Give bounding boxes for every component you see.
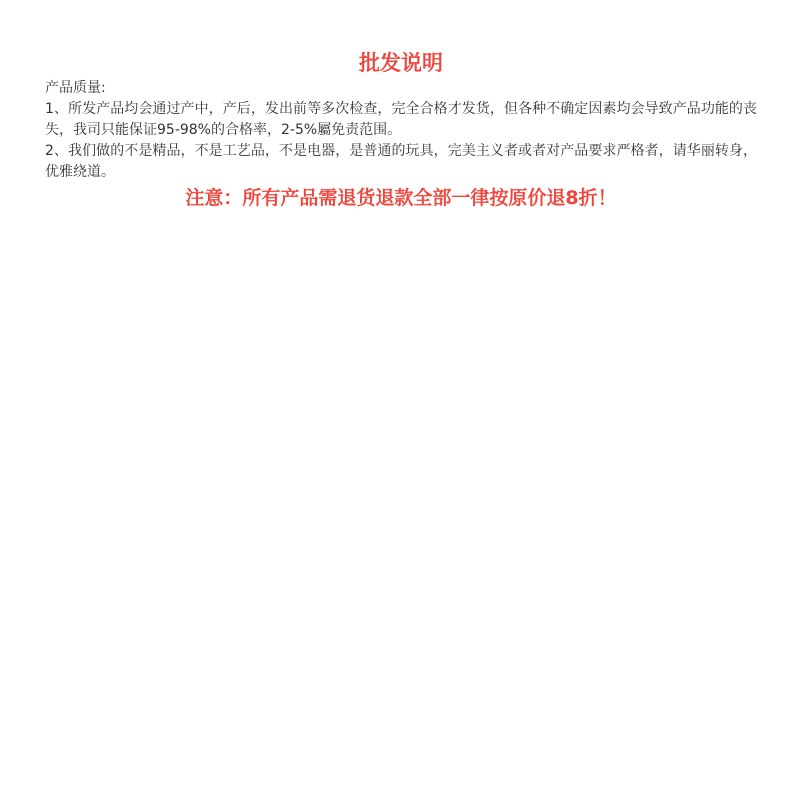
wholesale-notes [45,48,757,213]
section-label-product-quality: 产品质量: [45,80,106,96]
page-title: 批发说明 [359,51,443,75]
paragraph-1: 1、所发产品均会通过产中，产后，发出前等多次检查，完全合格才发货，但各种不确定因素均会导致产品功能的丧失，我司只能保证95-98%的合格率，2-5%屬免责范围。 [45,101,757,138]
paragraph-2: 2、我们做的不是精品，不是工艺品，不是电器，是普通的玩具，完美主义者或者对产品要求严格者，请华丽转身，优雅绕道。 [45,143,757,180]
refund-notice: 注意：所有产品需退货退款全部一律按原价退8折！ [185,187,617,209]
